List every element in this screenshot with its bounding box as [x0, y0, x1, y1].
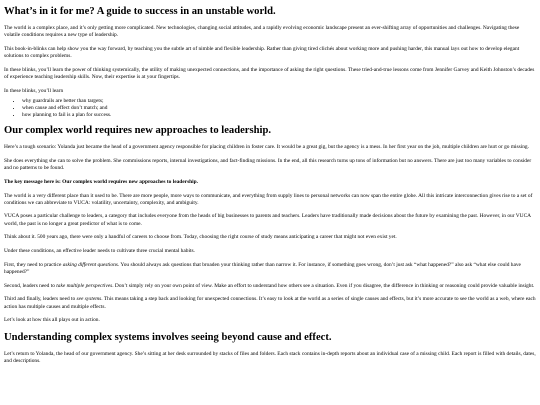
list-item: • why guardrails are better than targets;: [22, 98, 536, 105]
section-heading: Understanding complex systems involves seeing beyond cause and effect.: [4, 331, 332, 343]
list-item: • when cause and effect don’t match; and: [22, 105, 536, 112]
text-run: Second, leaders need to: [4, 282, 57, 289]
text-run: . This means taking a step back and looking for unexpected connections. It’s easy to look at the world as a series of single causes and effects, but it’s more accurate to see the world as a web, where each action has multiple causes and multiple effects.: [4, 296, 536, 310]
text-run: . You should always ask questions that broaden your thinking rather than narrow it. For instance, if something goes wrong, don’t just ask “what happened?” also ask “what else could have happened?”: [4, 261, 521, 275]
bullet-list: [4, 98, 536, 118]
paragraph: [4, 296, 536, 310]
emphasis: see systems: [76, 296, 102, 303]
emphasis: asking different questions: [62, 261, 118, 268]
paragraph: She does everything she can to solve the problem. She commissions reports, internal investigations, and fact-finding missions. In the end, all this research turns up tons of information but no answers. There are just too many variables to consider and no patterns to be found.: [4, 157, 532, 172]
text-run: . Don’t simply rely on your own point of view. Make an effort to understand how others see a situation. Even if you disagree, the difference in thinking or reasoning could provide valuable insight.: [112, 282, 535, 289]
key-message-text: The key message here is: Our complex world requires new approaches to leadership.: [4, 178, 199, 185]
list-item: • how planning to fail is a plan for success.: [22, 112, 536, 119]
paragraph: [4, 262, 536, 276]
paragraph: [4, 283, 536, 290]
paragraph: The world is a very different place than it used to be. There are more people, more ways to communicate, and everything from supply lines to personal networks can now span the entire globe. All this intricate interconnection gives rise to a set of conditions we can abbreviate to VUCA: volatility, uncertainty, complexity, and ambiguity.: [4, 192, 533, 206]
paragraph: Here’s a tough scenario: Yolanda just became the head of a government agency responsible for placing children in foster care. It would be a great gig, but the agency is a mess. In her first year on the job, multiple children are hurt or go missing.: [4, 144, 529, 151]
paragraph: Think about it. 500 years ago, there were only a handful of careers to choose from. Today, choosing the right course of study means anticipating a career that might not even exist yet.: [4, 234, 397, 241]
paragraph: Let’s look at how this all plays out in action.: [4, 317, 100, 324]
emphasis: take multiple perspectives: [56, 282, 113, 289]
paragraph: The world is a complex place, and it’s only getting more complicated. New technologies, changing social attitudes, and a rapidly evolving economic landscape present an ever-shifting array of opportunities and challenges. Navigating these volatile conditions requires a new type of leadership.: [4, 25, 520, 39]
text-run: First, they need to practice: [4, 261, 63, 268]
paragraph: In these blinks, you’ll learn the power of thinking systemically, the utility of making unexpected connections, and the importance of asking the right questions. These tried-and-true lessons come from Jennifer Garvey and Keith Johnston’s decades of experience teaching leadership skills. Now, their expertise is at your fingertips.: [4, 66, 535, 81]
paragraph: Let’s return to Yolanda, the head of our government agency. She’s sitting at her desk surrounded by stacks of files and folders. Each stack contains in-depth reports about an individual case of a missing child. Each report is filled with details, dates, and descriptions.: [4, 350, 536, 365]
paragraph: VUCA poses a particular challenge to leaders, a category that includes everyone from the heads of big businesses to parents and teachers. Leaders have traditionally made decisions about the future by examining the past. However, in our VUCA world, the past is no longer a great predictor of what is to come.: [4, 213, 531, 227]
paragraph: Under these conditions, an effective leader needs to cultivate three crucial mental habits.: [4, 248, 195, 255]
paragraph: In these blinks, you’ll learn: [4, 87, 64, 94]
paragraph: This book-in-blinks can help show you the way forward, by teaching you the subtle art of nimble and flexible leadership. Rather than giving tired clichés about working more and pushing harder, this manual lays out how to develop elegant solutions to complex problems.: [4, 45, 520, 60]
text-run: Third and finally, leaders need to: [4, 296, 77, 303]
section-heading: Our complex world requires new approaches to leadership.: [4, 125, 272, 137]
section-heading: What’s in it for me? A guide to success in an unstable world.: [4, 6, 276, 17]
key-message: [4, 179, 536, 186]
